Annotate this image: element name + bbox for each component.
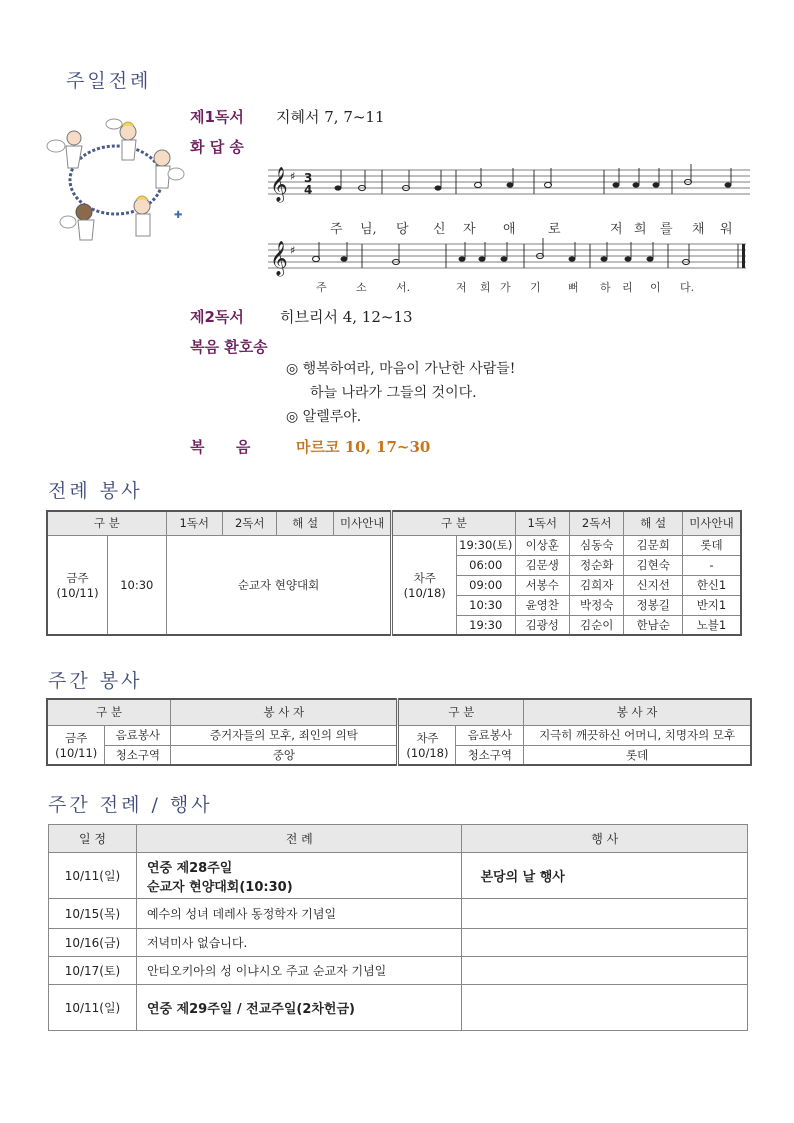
lyric-syllable: 신 [433, 222, 446, 237]
reading2-text: 히브리서 4, 12~13 [280, 308, 413, 326]
header-cell: 봉 사 자 [524, 699, 751, 725]
header-cell: 구 분 [392, 511, 515, 535]
lyric-syllable: 저 [456, 281, 467, 294]
week-cell: 금주 (10/11) [47, 725, 105, 765]
table-cell: 지극히 깨끗하신 어머니, 치명자의 모후 [524, 725, 751, 745]
reading2-label: 제2독서 [190, 308, 244, 326]
header-cell: 봉 사 자 [171, 699, 398, 725]
week-cell: 차주 (10/18) [398, 725, 456, 765]
lyric-syllable: 당 [396, 222, 409, 237]
table-cell: 롯데 [682, 535, 741, 555]
acclamation-line1: ◎ 행복하여라, 마음이 가난한 사람들! [286, 361, 516, 377]
table-cell: 박정숙 [569, 595, 623, 615]
date-cell: 10/16(금) [49, 929, 137, 957]
table-cell: 반지1 [682, 595, 741, 615]
lyric-syllable: 를 [660, 222, 673, 237]
events-title: 주간 전례 / 행사 [48, 794, 213, 816]
header-cell: 해 설 [624, 511, 683, 535]
service-title: 전례 봉사 [48, 480, 143, 502]
week-cell: 차주 (10/18) [392, 535, 457, 635]
gospel-text: 마르코 10, 17~30 [296, 438, 431, 456]
table-cell: 김문생 [515, 555, 569, 575]
header-cell: 구 분 [47, 511, 166, 535]
svg-text:✚: ✚ [174, 210, 183, 221]
header-cell: 행 사 [462, 825, 748, 853]
svg-text:4: 4 [304, 183, 313, 197]
angel-icon [60, 204, 94, 240]
lyric-syllable: 자 [463, 222, 476, 237]
table-cell: 증거자들의 모후, 죄인의 의탁 [171, 725, 398, 745]
table-row [49, 957, 748, 985]
events-table [48, 824, 748, 1031]
table-cell: 김현숙 [624, 555, 683, 575]
table-cell: 김희자 [569, 575, 623, 595]
table-cell: 청소구역 [456, 745, 524, 765]
time-cell: 10:30 [108, 535, 167, 635]
table-cell: 음료봉사 [105, 725, 171, 745]
liturgy-cell: 연중 제29주일 / 전교주일(2차헌금) [136, 985, 462, 1031]
lyric-syllable: 기 [530, 281, 541, 294]
table-cell: - [682, 555, 741, 575]
date-cell: 10/15(목) [49, 899, 137, 929]
table-cell: 19:30 [457, 615, 516, 635]
header-cell: 1독서 [515, 511, 569, 535]
table-cell: 한신1 [682, 575, 741, 595]
lyric-syllable: 서. [396, 281, 411, 294]
date-cell: 10/11(일) [49, 985, 137, 1031]
acclamation-label: 복음 환호송 [190, 338, 268, 356]
table-cell: 김순이 [569, 615, 623, 635]
table-cell: 중앙 [171, 745, 398, 765]
angels-illustration [44, 118, 186, 246]
weekly-service-table [46, 698, 752, 766]
lyric-syllable: 소 [356, 281, 367, 294]
liturgy-title: 주일전례 [66, 70, 152, 92]
lyric-syllable: 로 [548, 222, 561, 237]
table-cell: 정순화 [569, 555, 623, 575]
lyric-syllable: 채 [692, 222, 705, 237]
event-cell [462, 899, 748, 929]
treble-clef-icon: 𝄞 [270, 167, 288, 202]
angel-icon [106, 119, 136, 160]
angel-icon [47, 131, 82, 168]
lyric-syllable: 주 [330, 222, 343, 237]
table-cell: 청소구역 [105, 745, 171, 765]
table-cell: 서봉수 [515, 575, 569, 595]
header-cell: 2독서 [569, 511, 623, 535]
svg-text:3: 3 [304, 171, 313, 185]
table-cell: 롯데 [524, 745, 751, 765]
header-cell: 미사안내 [333, 511, 392, 535]
table-cell: 09:00 [457, 575, 516, 595]
table-cell: 정봉길 [624, 595, 683, 615]
header-cell: 미사안내 [682, 511, 741, 535]
lyric-syllable: 애 [503, 222, 516, 237]
lyric-syllable: 다. [680, 281, 695, 294]
event-cell [462, 985, 748, 1031]
liturgy-cell: 예수의 성녀 데레사 동정학자 기념일 [136, 899, 462, 929]
table-row [49, 853, 748, 899]
header-cell: 구 분 [47, 699, 171, 725]
table-cell: 이상훈 [515, 535, 569, 555]
table-cell: 신지선 [624, 575, 683, 595]
svg-text:♯: ♯ [290, 170, 296, 183]
table-cell: 06:00 [457, 555, 516, 575]
date-cell: 10/17(토) [49, 957, 137, 985]
header-cell: 2독서 [223, 511, 277, 535]
lyric-syllable: 뻐 [568, 281, 579, 294]
reading1-text: 지혜서 7, 7~11 [276, 108, 385, 126]
header-cell: 전 례 [136, 825, 462, 853]
event-cell: 순교자 현양대회 [166, 535, 392, 635]
treble-clef-icon: 𝄞 [270, 241, 288, 276]
table-cell: 노블1 [682, 615, 741, 635]
liturgy-cell: 연중 제28주일 순교자 현양대회(10:30) [136, 853, 462, 899]
table-cell: 음료봉사 [456, 725, 524, 745]
lyric-syllable: 리 [622, 281, 633, 294]
table-row [49, 929, 748, 957]
table-cell: 윤영찬 [515, 595, 569, 615]
header-cell: 구 분 [398, 699, 524, 725]
psalm-label: 화 답 송 [190, 138, 244, 156]
lyric-syllable: 저 [610, 222, 623, 237]
event-cell [462, 929, 748, 957]
angel-icon [134, 196, 182, 236]
service-table [46, 510, 742, 636]
svg-text:♯: ♯ [290, 244, 296, 257]
table-cell: 심동숙 [569, 535, 623, 555]
header-cell: 일 정 [49, 825, 137, 853]
gospel-label: 복 음 [190, 438, 251, 456]
table-cell: 19:30(토) [457, 535, 516, 555]
table-cell: 10:30 [457, 595, 516, 615]
weekly-service-title: 주간 봉사 [48, 670, 143, 692]
table-row [49, 899, 748, 929]
angel-icon [154, 150, 184, 188]
lyric-syllable: 이 [650, 281, 661, 294]
lyric-syllable: 주 [316, 281, 327, 294]
event-cell [462, 957, 748, 985]
week-cell: 금주 (10/11) [47, 535, 108, 635]
lyric-syllable: 희 [634, 222, 647, 237]
reading1-label: 제1독서 [190, 108, 244, 126]
table-cell: 한남순 [624, 615, 683, 635]
header-cell: 해 설 [277, 511, 333, 535]
lyric-syllable: 가 [500, 281, 511, 294]
table-cell: 김문희 [624, 535, 683, 555]
acclamation-line2: 하늘 나라가 그들의 것이다. [310, 385, 477, 401]
event-cell: 본당의 날 행사 [462, 853, 748, 899]
lyric-syllable: 희 [480, 281, 491, 294]
date-cell: 10/11(일) [49, 853, 137, 899]
lyric-syllable: 님, [360, 222, 377, 237]
liturgy-cell: 안티오키아의 성 이냐시오 주교 순교자 기념일 [136, 957, 462, 985]
lyric-syllable: 워 [720, 222, 733, 237]
header-cell: 1독서 [166, 511, 222, 535]
table-cell: 김광성 [515, 615, 569, 635]
acclamation-line3: ◎ 알렐루야. [286, 409, 362, 425]
table-row [49, 985, 748, 1031]
lyric-syllable: 하 [600, 281, 611, 294]
liturgy-cell: 저녁미사 없습니다. [136, 929, 462, 957]
